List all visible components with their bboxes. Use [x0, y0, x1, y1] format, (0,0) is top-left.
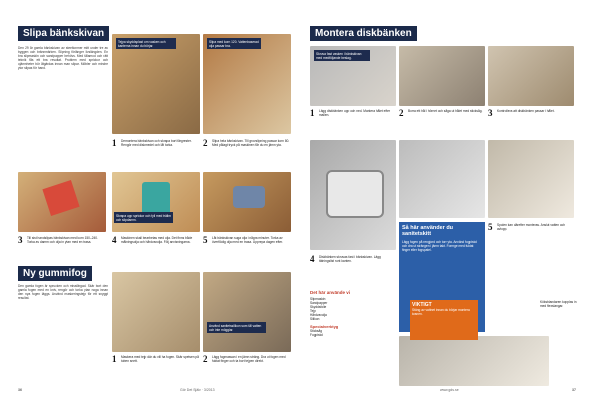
step-1-number: 1	[112, 138, 117, 148]
mount-step-2-number: 2	[399, 108, 404, 118]
important-note	[410, 300, 478, 340]
joint-step-1-number: 1	[112, 354, 117, 364]
photo-kitchen-final	[399, 336, 549, 386]
important-title: VIKTIGT	[412, 302, 432, 308]
left-section-title: Slipa bänkskivan	[18, 26, 109, 41]
photo-mount-2	[399, 46, 485, 106]
mount-step-4-number: 4	[310, 254, 315, 264]
materials-title: Det här använde vi	[310, 290, 351, 295]
important-text: Stäng av vattnet innan du börjar montera kranen.	[412, 308, 470, 316]
step-2-caption: Slipa hela bänkskivan. Till grovslipning passar korn 80. Med pålagt tryck på maskinen får du en jämn yta.	[212, 139, 290, 147]
callout-fasten-sink: Skruva fast vasken i bänkskivan med medföljande beslag.	[314, 50, 370, 61]
callout-protect-sink: Tejpa skyddsplast om vasken och kanterna innan du börjar.	[116, 38, 176, 49]
step-5-number: 5	[203, 235, 208, 245]
step-4-caption: Maskinen skall bearbetas med olja. Det finns både målningsolja och hårdvaxolja. Följ anvisningarna.	[121, 236, 193, 244]
step-5-caption: Låt bänkskivan suga olja i några minuter. Torka av överflödig olja med en trasa. Upprepa dagen efter.	[212, 236, 283, 244]
special-tool-item: Fogpistol	[310, 333, 323, 337]
section2-text: Den gamla fogen är sprucken och missfärgad. Skär bort den gamla fogen med en kniv, rengör och torka ytan noga innan den nya fogen läggs. Använd maskeringstejp för ett snyggt resultat.	[18, 284, 108, 300]
mount-step-1-caption: Lägg diskbänken upp och ned. Markera hålet efter mallen.	[319, 109, 391, 117]
mount-step-3-number: 3	[488, 108, 493, 118]
section2-title: Ny gummifog	[18, 266, 92, 281]
callout-flex-hoses: Köksblandaren kopplas in med flexslangar.	[540, 300, 577, 308]
step-2-number: 2	[203, 138, 208, 148]
right-page-number: 37	[572, 388, 576, 392]
sealant-box-title: Så här använder du sanitetskitt	[402, 225, 454, 237]
photo-joint-2	[203, 272, 291, 352]
special-tools-title: Specialverktyg	[310, 324, 339, 329]
right-footer-text: www.gds.se	[440, 388, 459, 392]
step-1-caption: Demontera bänkskivan och skrapa bort färgrester. Rengör med diskmedel och låt torka.	[121, 139, 192, 147]
photo-step-2	[203, 34, 291, 134]
step-4-number: 4	[112, 235, 117, 245]
callout-silicone: Använd sanitetssilikon som tål vatten och inte mögglar.	[207, 322, 266, 333]
sink-basin-drawing	[326, 170, 384, 218]
joint-step-1-caption: Maskera med tejp där du vill ha fogen. Skär spetsen på tuben snett.	[121, 355, 199, 363]
joint-step-2-number: 2	[203, 354, 208, 364]
left-page-number: 36	[18, 388, 22, 392]
joint-step-2-caption: Lägg fogmassan i en jämn sträng. Dra ut fogen med fuktat finger och ta bort tejpen direkt.	[212, 355, 286, 363]
material-item: Skyddsfolie	[310, 305, 327, 309]
left-footer-text: Gör Det Själv · 3/2013	[180, 388, 215, 392]
mount-step-2-caption: Borra ett hål i hörnet och såga ut hålet med sticksåg.	[408, 109, 483, 113]
photo-step-4	[112, 172, 200, 232]
photo-mount-4	[310, 140, 396, 250]
photo-mount-6	[488, 140, 574, 218]
photo-mount-1	[310, 46, 396, 106]
photo-step-3	[18, 172, 106, 232]
material-item: Hårdvaxolja	[310, 313, 327, 317]
material-item: Silikon	[310, 317, 320, 321]
callout-fill-cracks: Skrapa upp sprickor och fyll med trälim och slipdamm.	[114, 212, 173, 223]
photo-mount-3	[488, 46, 574, 106]
material-item: Tejp	[310, 309, 316, 313]
step-3-number: 3	[18, 235, 23, 245]
oiling-cloth	[233, 186, 265, 208]
left-intro-text: Den 29 år gamla bänkskivan av steeltonmer mitt under tre av byggen och brännmärken. Slipning förlänger livslängden. En bra slipmaskin och sandpapper behövs. Med tålamod och rätt teknik fås ett bra resultat. Problem med sprickor och ojämnheter bör åtgärdas innan man slipar. Möbler och mindre ytor slipas för hand.	[18, 46, 108, 70]
sandpaper-block	[42, 180, 79, 216]
material-item: Sandpapper	[310, 301, 328, 305]
step-3-caption: Till sist handslipas bänkskivan med korn 150–240. Torka av damm och olja in ytan med en trasa.	[27, 236, 98, 244]
right-section-title: Montera diskbänken	[310, 26, 417, 41]
photo-joint-1	[112, 272, 200, 352]
mount-step-4-caption: Diskbänken skruvas fast i bänkskivan. Lägg tätningslist runt kanten.	[319, 255, 381, 263]
photo-step-5	[203, 172, 291, 232]
materials-box	[310, 290, 396, 337]
photo-step-1	[112, 34, 200, 134]
mount-step-1-number: 1	[310, 108, 315, 118]
photo-mount-5	[399, 140, 485, 218]
callout-sanding-grit: Slipa med korn 120. Vattenbaserad olja passar bra.	[207, 38, 261, 49]
material-item: Slipmaskin	[310, 297, 326, 301]
sealant-box-text: Lägg fogen på rengjord och torr yta. Använd fogpistol och dra ut strängen i jämn takt. Formge med fuktat finger eller fogspatel.	[402, 240, 477, 252]
special-tool-item: Sticksåg	[310, 329, 323, 333]
mount-step-3-caption: Kontrollera att diskbänken passar i hålet.	[497, 109, 555, 113]
mount-step-5-caption: Spolen kan därefter monteras. Anslut vatten och avlopp.	[497, 223, 566, 231]
mount-step-5-number: 5	[488, 222, 493, 232]
